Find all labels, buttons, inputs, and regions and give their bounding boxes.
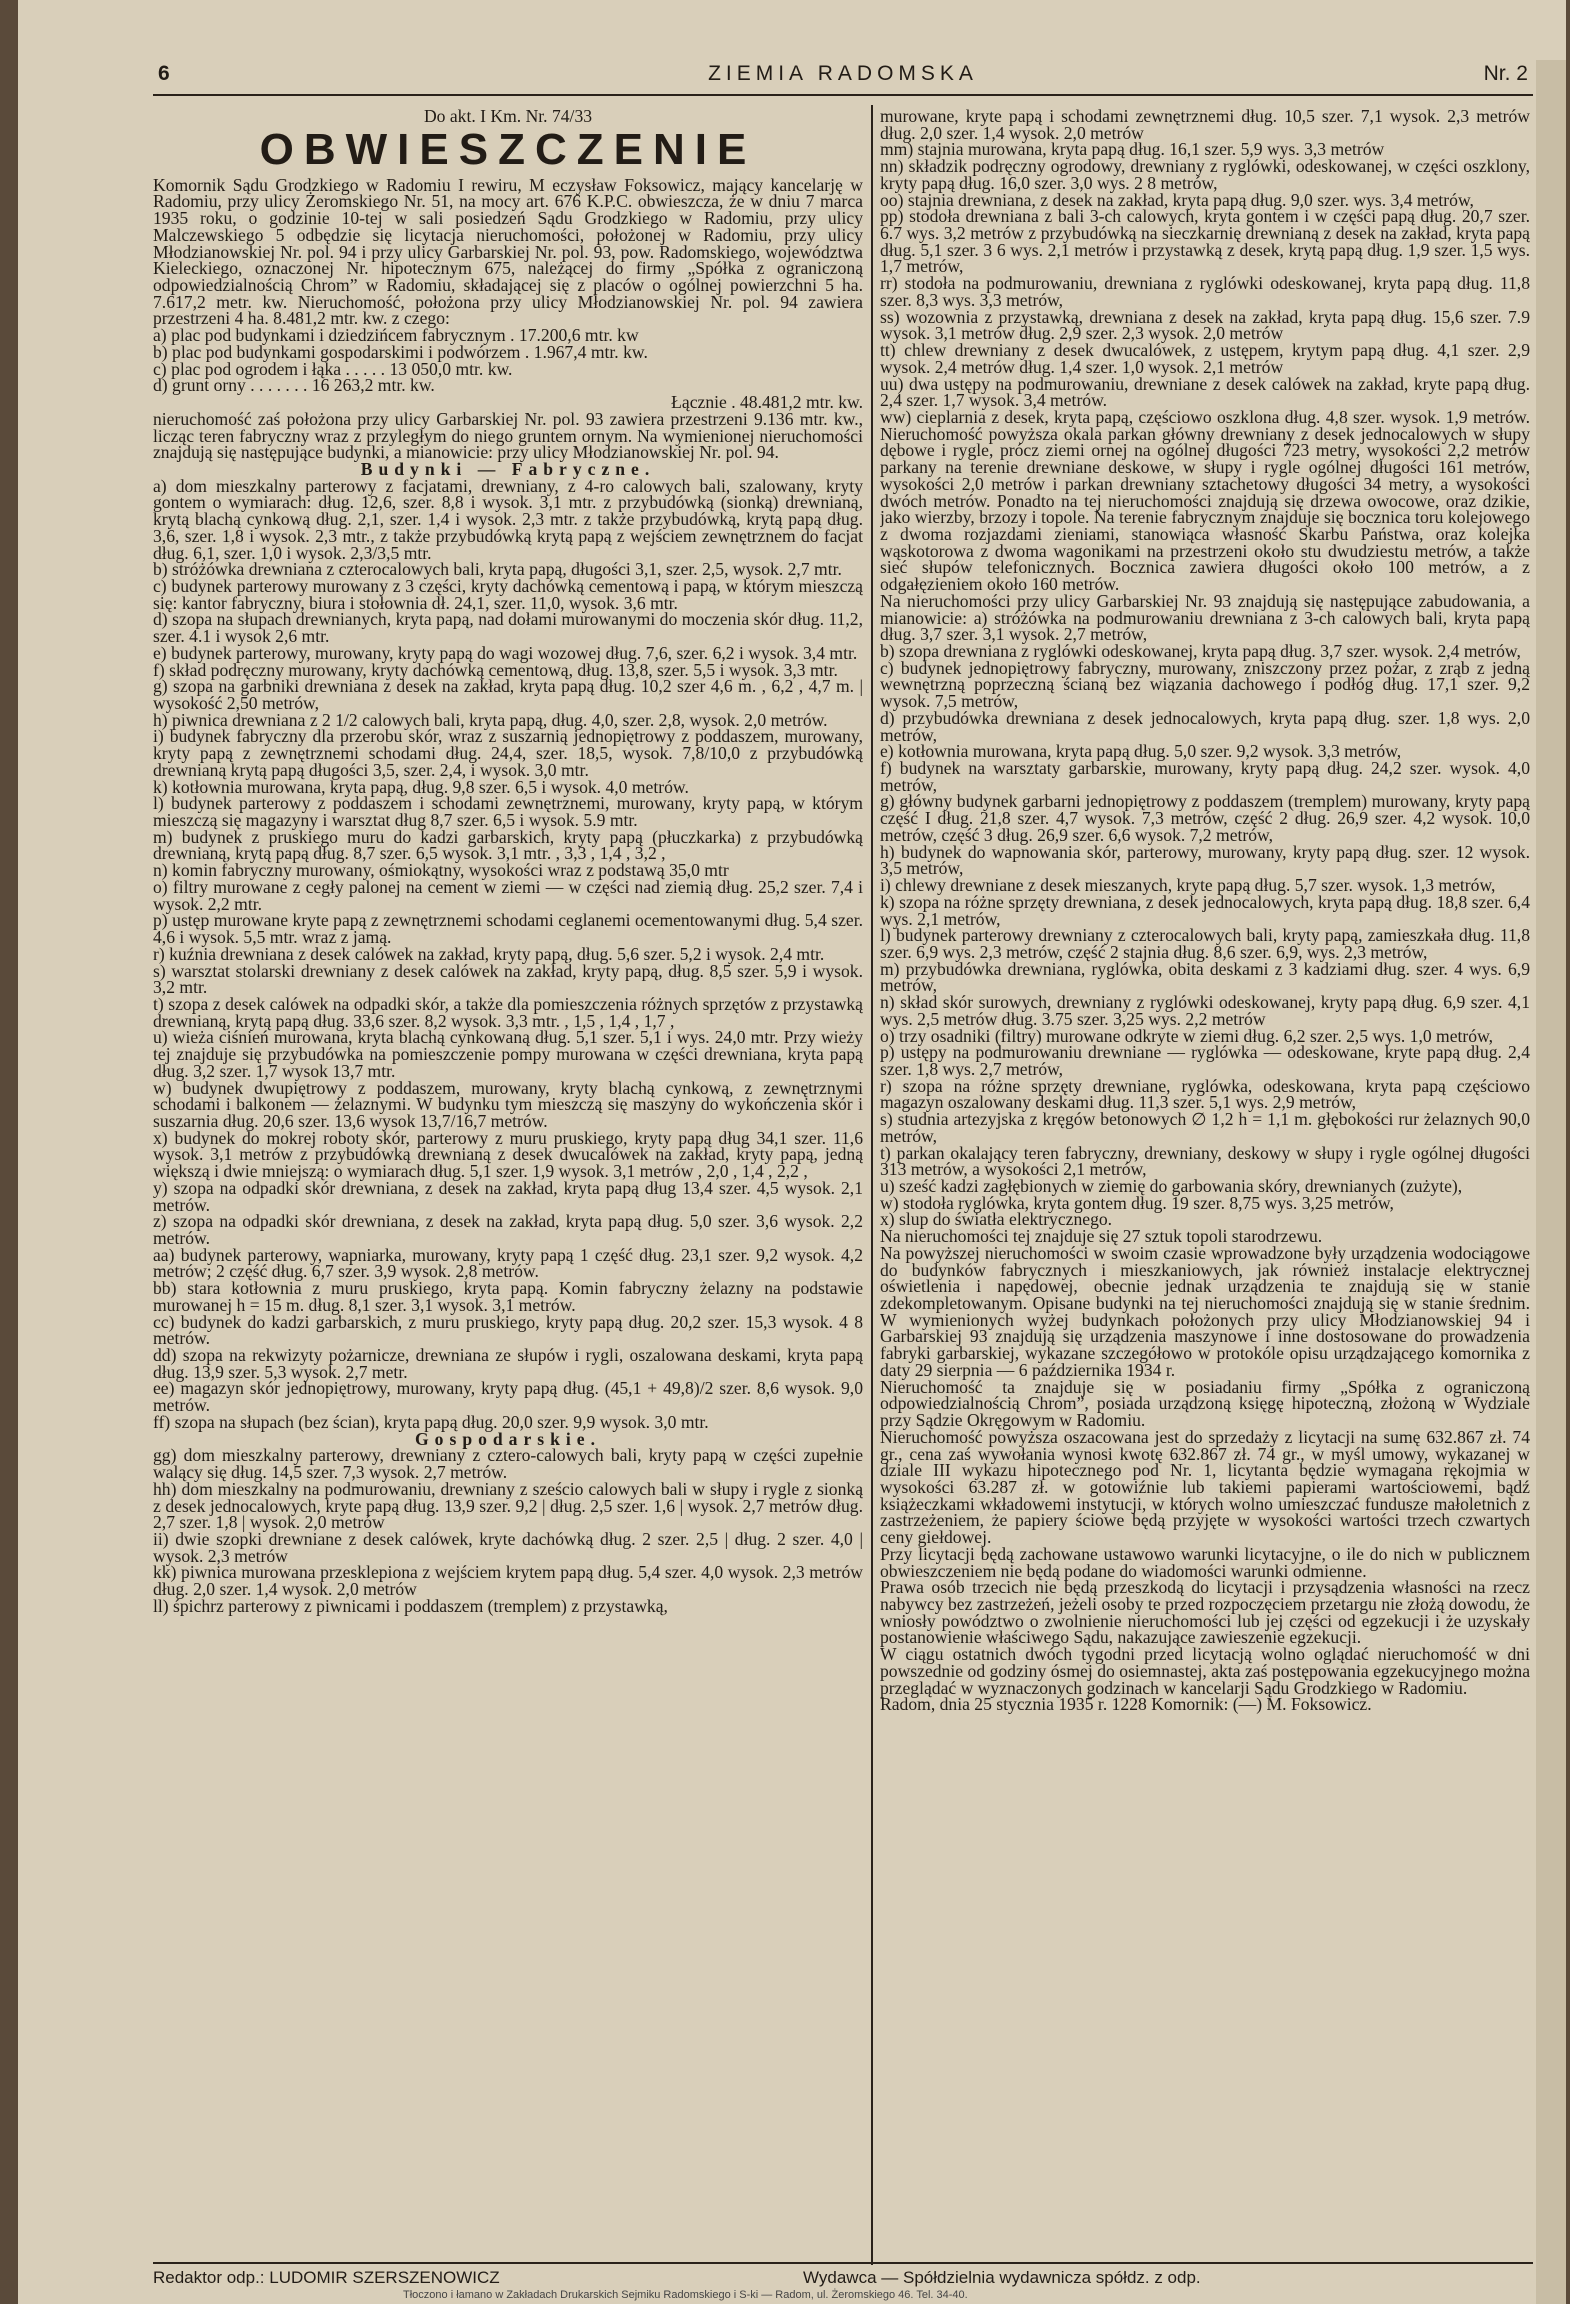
- paragraph: f) budynek na warsztaty garbarskie, murowany, kryty papą dług. 24,2 szer. wysok. 4,0 metrów,: [880, 758, 1530, 795]
- paragraph: n) skład skór surowych, drewniany z ryglówki odeskowanej, kryty papą dług. 6,9 szer. 4,1 wys. 2,5 metrów dług. 3.75 szer. 3,25 wys. 2,2 metrów: [880, 992, 1530, 1029]
- paragraph: Prawa osób trzecich nie będą przeszkodą do licytacji i przysądzenia własności na rzecz nabywcy bez zastrzeżeń, jeżeli osoby te przed rozpoczęciem przetargu nie złożą dowodu, że wniosły powództwo o zwolnienie nieruchomości lub jej części od egzekucji i że uzyskały postanowienie właściwego Sądu, nakazujące zawieszenie egzekucji.: [880, 1577, 1530, 1648]
- paragraph: Radom, dnia 25 stycznia 1935 r. 1228 Komornik: (—) M. Foksowicz.: [880, 1694, 1372, 1715]
- paragraph: i) budynek fabryczny dla przerobu skór, wraz z suszarnią jednopiętrowy z poddaszem, murowany, kryty papą z zewnętrznemi schodami dług. 24,4, szer. 18,5, wysok. 7,8/10,0 z przybudówką drewnianą krytą papą długości 3,5, szer. 2,4, i wysok. 3,0 mtr.: [153, 726, 863, 780]
- paragraph: z) szopa na odpadki skór drewniana, z desek na zakład, kryta papą dług. 5,0 szer. 3,6 wysok. 2,2 metrów.: [153, 1211, 863, 1248]
- printer-credit: Tłoczono i łamano w Zakładach Drukarskich Sejmiku Radomskiego i S-ki — Radom, ul. Żeromskiego 46. Tel. 34-40.: [403, 2289, 968, 2301]
- page-footer: [153, 2266, 1533, 2302]
- paragraph: w) budynek dwupiętrowy z poddaszem, murowany, kryty blachą cynkową, z zewnętrznymi schodami i balkonem — żelaznymi. W budynku tym mieszczą się maszyny do wykończenia skór i suszarnia dług. 20,6 szer. 13,6 wysok 13,7/16,7 metrów.: [153, 1077, 863, 1131]
- paragraph: i) chlewy drewniane z desek mieszanych, kryte papą dług. 5,7 szer. wysok. 1,3 metrów,: [880, 875, 1496, 896]
- paragraph: Nieruchomość powyższa oszacowana jest do sprzedaży z licytacji na sumę 632.867 zł. 74 gr., cena zaś wywołania wynosi kwotę 632.867 zł. 74 gr., w myśl umowy, wykazanej w dziale III wykazu hipotecznego pod Nr. 1, licytanta będzie wymagana rękojmia w wysokości 63.287 zł. w gotowiźnie lub takiemi papierami wartościowemi, bądź książeczkami wkładowemi instytucji, w których wolno umieszczać fundusze małoletnich z zastrzeżeniem, że papiery ściowe będą przyjęte w wysokości wartości trzech czwartych ceny giełdowej.: [880, 1426, 1530, 1548]
- paragraph: s) warsztat stolarski drewniany z desek calówek na zakład, kryty papą, dług. 8,5 szer. 5,9 i wysok. 3,2 mtr.: [153, 960, 863, 998]
- footer-rule: [153, 2262, 1533, 2264]
- newspaper-page: [18, 0, 1566, 2304]
- paragraph: r) szopa na różne sprzęty drewniane, ryglówka, odeskowana, kryta papą częściowo magazyn oszalowany deskami dług. 11,3 szer. 5,1 wys. 2,9 metrów,: [880, 1075, 1530, 1113]
- paragraph: d) grunt orny . . . . . . . 16 263,2 mtr. kw.: [153, 375, 435, 396]
- paragraph: y) szopa na odpadki skór drewniana, z desek na zakład, kryta papą dług 13,4 szer. 4,5 wysok. 2,1 metrów.: [153, 1177, 863, 1215]
- adjacent-page-edge: [1536, 60, 1566, 2304]
- paragraph: oo) stajnia drewniana, z desek na zakład, kryta papą dług. 9,0 szer. wys. 3,4 metrów,: [880, 189, 1474, 210]
- paragraph: g) szopa na garbniki drewniana z desek na zakład, kryta papą dług. 10,2 szer 4,6 m. , 6,2 , 4,7 m. | wysokość 2,50 metrów,: [153, 676, 863, 713]
- notice-title: OBWIESZCZENIE: [259, 124, 757, 174]
- paragraph: tt) chlew drewniany z desek dwucalówek, z ustępem, krytym papą dług. 4,1 szer. 2,9 wysok. 2,4 metrów dług. 1,4 szer. 1,0 wysok. 2,1 metrów: [880, 340, 1530, 377]
- paragraph: o) trzy osadniki (filtry) murowane odkryte w ziemi dług. 6,2 szer. 2,5 wys. 1,0 metrów,: [880, 1025, 1494, 1046]
- paragraph: ii) dwie szopki drewniane z desek calówek, kryte dachówką dług. 2 szer. 2,5 | dług. 2 szer. 4,0 | wysok. 2,3 metrów: [153, 1528, 863, 1566]
- paragraph: Do akt. I Km. Nr. 74/33: [423, 108, 593, 126]
- paragraph: e) budynek parterowy, murowany, kryty papą do wagi wozowej dług. 7,6, szer. 6,2 i wysok. 3,4 mtr.: [153, 642, 858, 663]
- paragraph: n) komin fabryczny murowany, ośmiokątny, wysokości wraz z podstawą 35,0 mtr: [153, 860, 729, 881]
- paragraph: e) kotłownia murowana, kryta papą dług. 5,0 szer. 9,2 wysok. 3,3 metrów,: [880, 741, 1402, 762]
- paragraph: Komornik Sądu Grodzkiego w Radomiu I rewiru, M eczysław Foksowicz, mający kancelarję w Radomiu, przy ulicy Żeromskiego Nr. 51, na mocy art. 676 K.P.C. obwieszcza, że w dniu 7 marca 1935 roku, o godzinie 10-tej w sali posiedzeń Sądu Grodzkiego w Radomiu, przy ulicy Malczewskiego 5 odbędzie się licytacja nieruchomości, położonej w Radomiu, przy ulicy Młodzianowskiej Nr. pol. 94 i przy ulicy Garbarskiej Nr. pol. 93, pow. Radomskiego, województwa Kieleckiego, oznaczonej Nr. hipotecznym 675, należącej do firmy „Spółka z ograniczoną odpowiedzialnością Chrom” w Radomiu, składającej się z placów o ogólnej powierzchni 5 ha. 7.617,2 metr. kw. Nieruchomość, położona przy ulicy Młodzianowskiej Nr. pol. 94 zawiera przestrzeni 4 ha. 8.481,2 mtr. kw. z czego:: [153, 174, 863, 329]
- masthead: ZIEMIA RADOMSKA: [708, 62, 978, 85]
- paragraph: cc) budynek do kadzi garbarskich, z muru pruskiego, kryty papą dług. 20,2 szer. 15,3 wysok. 4 8 metrów.: [153, 1311, 863, 1349]
- editor-credit: Redaktor odp.: LUDOMIR SZERSZENOWICZ: [153, 2268, 500, 2287]
- paragraph: Na nieruchomości przy ulicy Garbarskiej Nr. 93 znajdują się następujące zabudowania, a mianowicie: a) stróżówka na podmurowaniu drewniana z 3-ch calowych bali, kryta papą dług. 3,7 szer. 3,1 wysok. 2,7 metrów,: [880, 590, 1530, 645]
- paragraph: pp) stodoła drewniana z bali 3-ch calowych, kryta gontem i w części papą dług. 20,7 szer. 6.7 wys. 3,2 metrów z przybudówką na sieczkarnię drewnianą z desek na zakład, kryta papą dług. 5,1 szer. 3 6 wys. 2,1 metrów i przystawką z desek, krytą papą dług. 1,9 szer. 1,5 wys. 1,7 metrów,: [880, 206, 1530, 277]
- paragraph: Nieruchomość ta znajduje się w posiadaniu firmy „Spółka z ograniczoną odpowiedzialnością Chrom”, posiada urządzoną księgę hipoteczną, złożoną w Wydziale przy Sądzie Okręgowym w Radomiu.: [880, 1376, 1530, 1431]
- paragraph: f) skład podręczny murowany, kryty dachówką cementową, dług. 13,8, szer. 5,5 i wysok. 3,3 mtr.: [153, 659, 838, 680]
- paragraph: b) stróżówka drewniana z czterocalowych bali, kryta papą, długości 3,1, szer. 2,5, wysok. 2,7 mtr.: [153, 559, 842, 580]
- page-header: [158, 60, 1528, 90]
- paragraph: mm) stajnia murowana, kryta papą dług. 16,1 szer. 5,9 wys. 3,3 metrów: [880, 139, 1385, 160]
- paragraph: dd) szopa na rekwizyty pożarnicze, drewniana ze słupów i rygli, oszalowana deskami, kryta papą dług. 13,9 szer. 5,3 wysok. 2,7 metr.: [153, 1345, 863, 1382]
- paragraph: a) plac pod budynkami i dziedzińcem fabrycznym . 17.200,6 mtr. kw: [153, 325, 639, 346]
- paragraph: l) budynek parterowy drewniany z czterocalowych bali, kryty papą, zamieszkała dług. 11,8 szer. 6,9 wys. 2,3 metrów, część 2 stajnia dług. 8,6 szer. 6,9, wys. 2,3 metrów,: [880, 925, 1530, 962]
- paragraph: k) szopa na różne sprzęty drewniana, z desek jednocalowych, kryta papą dług. 18,8 szer. 6,4 wys. 2,1 metrów,: [880, 891, 1530, 929]
- paragraph: m) przybudówka drewniana, ryglówka, obita deskami z 3 kadziami dług. szer. 4 wys. 6,9 metrów,: [880, 958, 1530, 996]
- paragraph: u) sześć kadzi zagłębionych w ziemię do garbowania skóry, drewnianych (zużyte),: [880, 1176, 1463, 1196]
- paragraph: x) budynek do mokrej roboty skór, parterowy z muru pruskiego, kryty papą dług 34,1 szer. 11,6 wysok. 3,1 metrów z przybudówką drewnianą z desek dwucalówek na zakład, kryty papą, jedną większą i dwie mniejszą: o wymiarach dług. 5,1 szer. 1,9 wysok. 3,1 metrów , 2,0 , 1,4 , 2,2 ,: [153, 1127, 863, 1182]
- paragraph: c) budynek jednopiętrowy fabryczny, murowany, zniszczony przez pożar, z zrąb z jedną wewnętrzną poprzeczną ścianą bez wiązania dachowego i podłóg dług. 17,1 szer. 9,2 wysok. 7,5 metrów,: [880, 657, 1530, 712]
- paragraph: x) slup do światła elektrycznego.: [880, 1209, 1113, 1230]
- paragraph: h) piwnica drewniana z 2 1/2 calowych bali, kryta papą, dług. 4,0, szer. 2,8, wysok. 2,0 metrów.: [153, 709, 828, 730]
- paragraph: hh) dom mieszkalny na podmurowaniu, drewniany z sześcio calowych bali w słupy i rygle z sionką z desek jednocalowych, kryte papą dług. 13,9 szer. 9,2 | dług. 2,5 szer. 1,6 | wysok. 2,7 metrów dług. 2,7 szer. 1,8 | wysok. 2,0 metrów: [153, 1478, 863, 1533]
- paragraph: ll) śpichrz parterowy z piwnicami i poddaszem (tremplem) z przystawką,: [153, 1595, 668, 1616]
- left-column: [153, 108, 863, 2268]
- publisher-credit: Wydawca — Spółdzielnia wydawnicza spółdz. z odp.: [803, 2268, 1201, 2287]
- paragraph: ee) magazyn skór jednopiętrowy, murowany, kryty papą dług. (45,1 + 49,8)/2 szer. 8,6 wysok. 9,0 metrów.: [153, 1378, 863, 1416]
- paragraph: W ciągu ostatnich dwóch tygodni przed licytacją wolno oglądać nieruchomość w dni powszednie od godziny ósmej do osiemnastej, akta zaś postępowania egzekucyjnego można przeglądać w wyznaczonych godzinach w kancelarji Sądu Grodzkiego w Radomiu.: [880, 1644, 1530, 1698]
- paragraph: nieruchomość zaś położona przy ulicy Garbarskiej Nr. pol. 93 zawiera przestrzeni 9.136 mtr. kw., licząc teren fabryczny wraz z przyległym do niego gruntem ornym. Na wymienionej nieruchomości znajdują się następujące budynki, a mianowicie: przy ulicy Młodzianowskiej Nr. pol. 94.: [153, 408, 863, 463]
- paragraph: uu) dwa ustępy na podmurowaniu, drewniane z desek calówek na zakład, kryte papą dług. 2,4 szer. 1,7 wysok. 3,4 metrów.: [880, 373, 1530, 411]
- paragraph: s) studnia artezyjska z kręgów betonowych ∅ 1,2 h = 1,1 m. głębokości rur żelaznych 90,0 metrów,: [880, 1109, 1530, 1146]
- paragraph: p) ustępy na podmurowaniu drewniane — ryglówka — odeskowane, kryte papą dług. 2,4 szer. 1,8 wys. 2,7 metrów,: [880, 1042, 1530, 1079]
- paragraph: c) budynek parterowy murowany z 3 części, kryty dachówką cementową i papą, w którym mieszczą się: kantor fabryczny, biura i stołownia dł. 24,1, szer. 11,0, wysok. 3,6 mtr.: [153, 575, 863, 613]
- paragraph: g) główny budynek garbarni jednopiętrowy z poddaszem (tremplem) murowany, kryty papą część I dług. 21,8 szer. 4,7 wysok. 7,3 metrów, część 2 dług. 26,9 szer. 4,2 wysok. 10,0 metrów, część 3 dług. 26,9 szer. 6,6 wysok. 7,2 metrów,: [880, 791, 1530, 845]
- paragraph: t) parkan okalający teren fabryczny, drewniany, deskowy w słupy i rygle ogólnej długości 313 metrów, a wysokości 2,1 metrów,: [880, 1142, 1530, 1180]
- issue-number: Nr. 2: [1483, 62, 1528, 85]
- paragraph: Na nieruchomości tej znajduje się 27 sztuk topoli starodrzewu.: [880, 1226, 1323, 1247]
- paragraph: Przy licytacji będą zachowane ustawowo warunki licytacyjne, o ile do nich w publicznem obwieszczeniem nie będą podane do wiadomości warunki odmienne.: [880, 1543, 1530, 1581]
- paragraph: rr) stodoła na podmurowaniu, drewniana z ryglówki odeskowanej, kryta papą dług. 11,8 szer. 8,3 wys. 3,3 metrów,: [880, 273, 1530, 310]
- paragraph: w) stodoła ryglówka, kryta gontem dług. 19 szer. 8,75 wys. 3,25 metrów,: [880, 1192, 1394, 1213]
- paragraph: kk) piwnica murowana przesklepiona z wejściem krytem papą dług. 5,4 szer. 4,0 wysok. 2,3 metrów dług. 2,0 szer. 1,4 wysok. 2,0 metrów: [153, 1562, 863, 1600]
- page-number: 6: [158, 62, 170, 85]
- paragraph: l) budynek parterowy z poddaszem i schodami zewnętrznemi, murowany, kryty papą, w którym mieszczą się magazyny i warsztat dług 8,7 szer. 6,5 i wysok. 5.9 mtr.: [153, 793, 863, 831]
- paragraph: o) filtry murowane z cegły palonej na cement w ziemi — w części nad ziemią dług. 25,2 szer. 7,4 i wysok. 2,2 mtr.: [153, 876, 863, 914]
- paragraph: Na powyższej nieruchomości w swoim czasie wprowadzone były urządzenia wodociągowe do budynków fabrycznych i mieszkaniowych, jak również instalacje elektrycznej oświetlenia i napędowej, obecnie jednak urządzenia te znajdują się w stanie zdekompletowanym. Opisane budynki na tej nieruchomości znajdują się w stanie średnim. W wymienionych wyżej budynkach położonych przy ulicy Młodzianowskiej 94 i Garbarskiej 93 znajdują się urządzenia maszynowe i inne dostosowane do prowadzenia fabryki garbarskiej, wykazane szczegółowo w protokóle opisu urządzającego komornika z daty 29 sierpnia — 6 października 1934 r.: [880, 1242, 1530, 1380]
- paragraph: bb) stara kotłownia z muru pruskiego, kryta papą. Komin fabryczny żelazny na podstawie murowanej h = 15 m. dług. 8,1 szer. 3,1 wysok. 3,1 metrów.: [153, 1278, 863, 1315]
- paragraph: d) przybudówka drewniana z desek jednocalowych, kryta papą dług. szer. 1,8 wys. 2,0 metrów,: [880, 707, 1530, 745]
- paragraph: b) plac pod budynkami gospodarskimi i podwórzem . 1.967,4 mtr. kw.: [153, 341, 648, 362]
- paragraph: nn) składzik podręczny ogrodowy, drewniany z ryglówki, odeskowanej, w części oszklony, kryty papą dług. 16,0 szer. 3,0 wys. 2 8 metrów,: [880, 156, 1530, 193]
- paragraph: r) kuźnia drewniana z desek calówek na zakład, kryty papą, dług. 5,6 szer. 5,2 i wysok. 2,4 mtr.: [153, 943, 825, 964]
- paragraph: ff) szopa na słupach (bez ścian), kryta papą dług. 20,0 szer. 9,9 wysok. 3,0 mtr.: [153, 1411, 709, 1432]
- column-divider: [871, 105, 873, 2265]
- header-rule: [153, 94, 1533, 96]
- paragraph: c) plac pod ogrodem i łąka . . . . . 13 050,0 mtr. kw.: [153, 358, 513, 379]
- paragraph: gg) dom mieszkalny parterowy, drewniany z cztero-calowych bali, kryty papą w części zupełnie walący się dług. 14,5 szer. 7,3 wysok. 2,7 metrów.: [153, 1445, 863, 1483]
- paragraph: p) ustęp murowane kryte papą z zewnętrznemi schodami ceglanemi ocementowanymi dług. 5,4 szer. 4,6 i wysok. 5,5 mtr. wraz z jamą.: [153, 910, 863, 948]
- section-heading: Budynki — Fabryczne.: [360, 458, 656, 479]
- paragraph: d) szopa na słupach drewnianych, kryta papą, nad dołami murowanymi do moczenia skór dług. 11,2, szer. 4.1 i wysok 2,6 mtr.: [153, 609, 863, 647]
- paragraph: ww) cieplarnia z desek, kryta papą, częściowo oszklona dług. 4,8 szer. wysok. 1,9 metrów. Nieruchomość powyższa okala parkan główny drewniany z desek jednocalowych w słupy dębowe i rygle, prócz ziemi ornej na ogólnej długości 723 metry, wysokości 2,2 metrów parkany na terenie drewniane deskowe, w słupy i rygle ogólnej długości 161 metrów, wysokości 2,0 metrów i parkan drewniany sztachetowy długości 34 metry, a wysokości dwóch metrów. Ponadto na tej nieruchomości znajdują się drzewa owocowe, oraz dzikie, jako wierzby, brzozy i topole. Na terenie fabrycznym znajduje się bocznica toru kolejowego z dwoma rozjazdami zieniami, stanowiąca własność Skarbu Państwa, oraz kolejka wąskotorowa z dwoma wagonikami na przestrzeni około stu dwudziestu metrów, a także sieć słupów telefonicznych. Bocznica zawiera długości około 100 metrów, a z odgałęzieniem około 160 metrów.: [880, 406, 1530, 595]
- right-column: [880, 108, 1530, 2268]
- paragraph: m) budynek z pruskiego muru do kadzi garbarskich, kryty papą (płuczkarka) z przybudówką drewnianą, krytą papą dług. 8,7 szer. 6,5 wysok. 3,1 mtr. , 3,3 , 1,4 , 3,2 ,: [153, 826, 863, 864]
- paragraph: h) budynek do wapnowania skór, parterowy, murowany, kryty papą dług. szer. 12 wysok. 3,5 metrów,: [880, 841, 1530, 879]
- paragraph: k) kotłownia murowana, kryta papą, dług. 9,8 szer. 6,5 i wysok. 4,0 metrów.: [153, 776, 689, 797]
- paragraph: b) szopa drewniana z ryglówki odeskowanej, kryta papą dług. 3,7 szer. wysok. 2,4 metrów,: [880, 641, 1521, 661]
- paragraph: a) dom mieszkalny parterowy z facjatami, drewniany, z 4-ro calowych bali, szalowany, kryty gontem o wymiarach: dług. 12,6, szer. 8,8 i wysok. 3,1 mtr. z przybudówką (sionką) drewnianą, krytą blachą cynkową dług. 2,1, szer. 1,4 i wysok. 2,3 mtr. z także przybudówką, krytą papą dług. 3,6, szer. 1,8 i wysok. 2,3 mtr., z także przybudówką krytą papą z wejściem zewnętrznem do facjat dług. 6,1, szer. 1,0 i wysok. 2,3/3,5 mtr.: [153, 475, 863, 563]
- paragraph: Łącznie . 48.481,2 mtr. kw.: [671, 392, 863, 413]
- paragraph: t) szopa z desek calówek na odpadki skór, a także dla pomieszczenia różnych sprzętów z przystawką drewnianą, krytą papą dług. 33,6 szer. 8,2 wysok. 3,3 mtr. , 1,5 , 1,4 , 1,7 ,: [153, 993, 863, 1031]
- paragraph: ss) wozownia z przystawką, drewniana z desek na zakład, kryta papą dług. 15,6 szer. 7.9 wysok. 3,1 metrów dług. 2,9 szer. 2,3 wysok. 2,0 metrów: [880, 306, 1530, 344]
- paragraph: u) wieża ciśnień murowana, kryta blachą cynkowaną dług. 5,1 szer. 5,1 i wys. 24,0 mtr. Przy wieży tej znajduje się przybudówka na pomieszczenie pompy murowana w części drewniana, kryta papą dług. 3,2 szer. 1,7 wysok 13,7 mtr.: [153, 1027, 863, 1081]
- paragraph: murowane, kryte papą i schodami zewnętrznemi dług. 10,5 szer. 7,1 wysok. 2,3 metrów dług. 2,0 szer. 1,4 wysok. 2,0 metrów: [880, 108, 1530, 143]
- paragraph: aa) budynek parterowy, wapniarka, murowany, kryty papą 1 część dług. 23,1 szer. 9,2 wysok. 4,2 metrów; 2 część dług. 6,7 szer. 3,9 wysok. 2,8 metrów.: [153, 1244, 863, 1282]
- section-heading: Gospodarskie.: [414, 1428, 602, 1449]
